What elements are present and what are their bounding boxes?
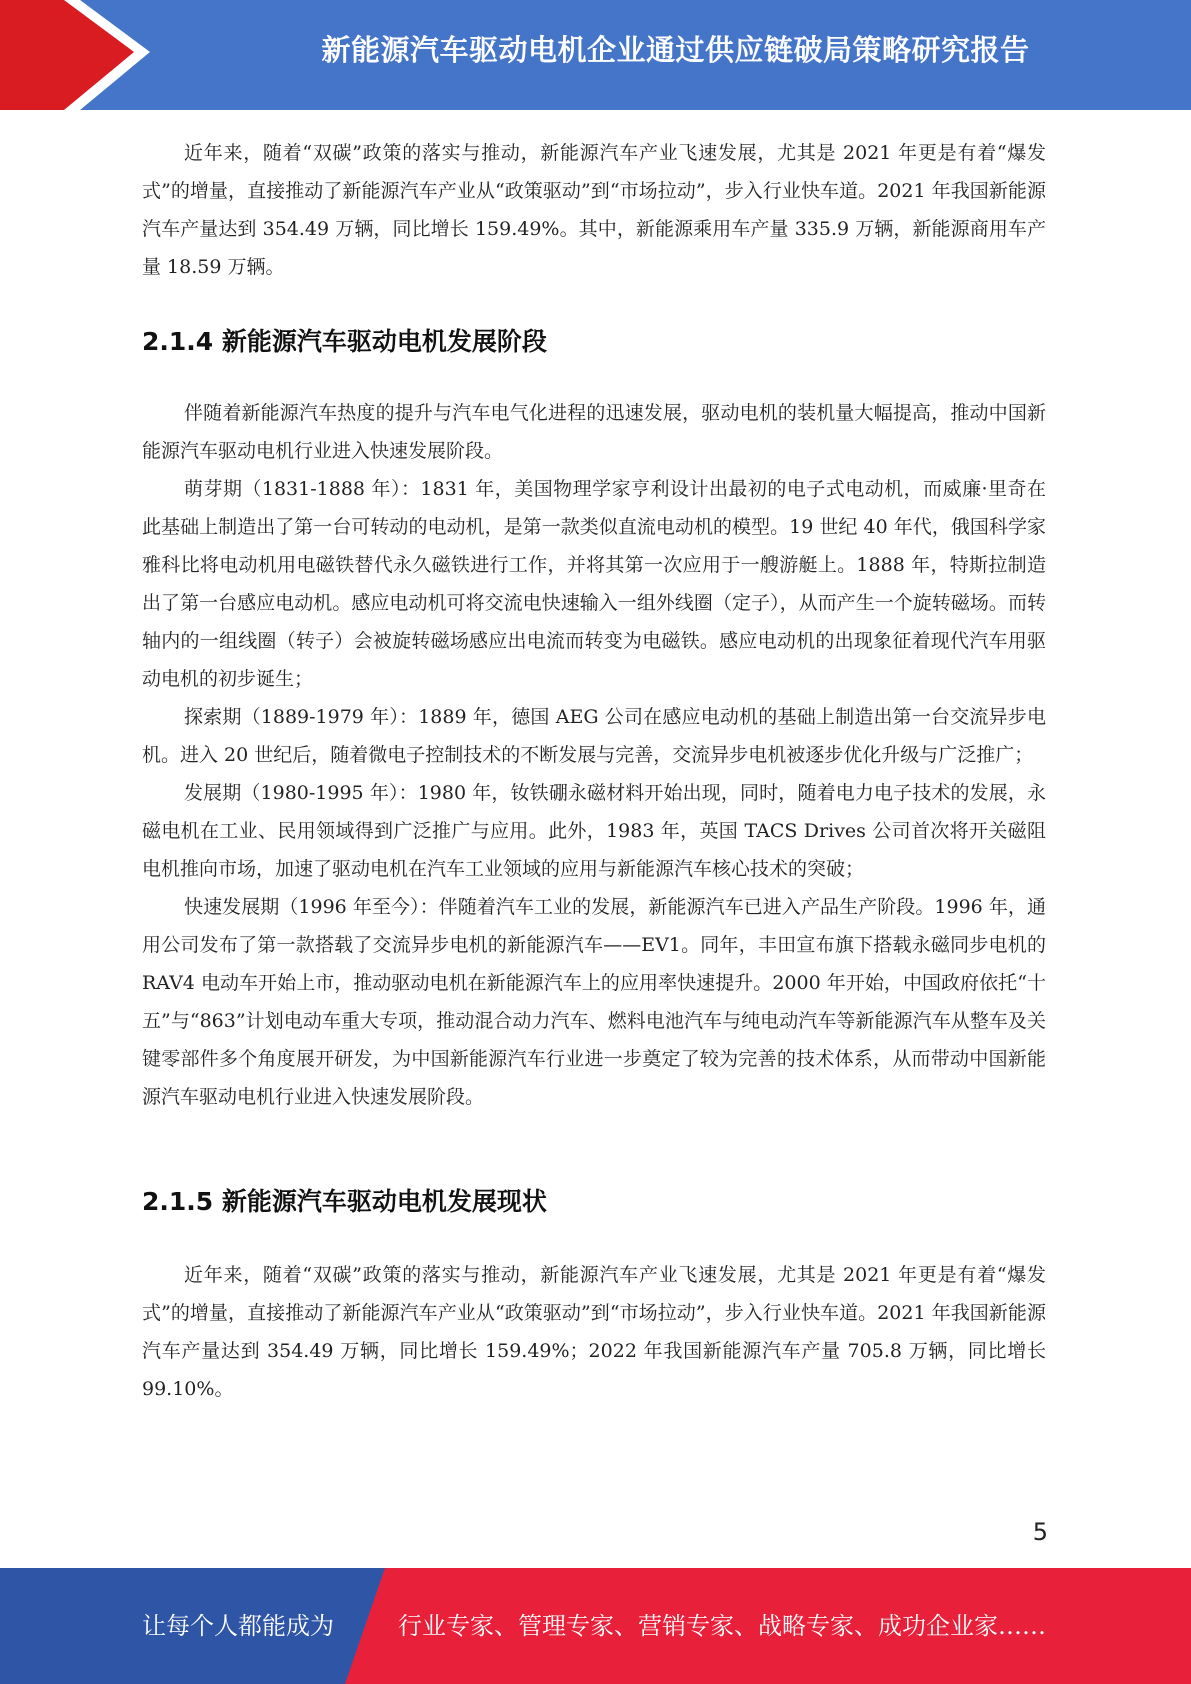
footer-slogan-right: 行业专家、管理专家、营销专家、战略专家、成功企业家…… <box>398 1612 1046 1640</box>
report-title: 新能源汽车驱动电机企业通过供应链破局策略研究报告 <box>321 33 1030 67</box>
page-header <box>0 0 1191 110</box>
page-content <box>142 134 1046 1408</box>
section-heading-2-1-4: 2.1.4 新能源汽车驱动电机发展阶段 <box>142 327 547 356</box>
footer-slogan-left: 让每个人都能成为 <box>142 1612 334 1640</box>
paragraph-sprout-period: 萌芽期（1831-1888 年）：1831 年，美国物理学家亨利设计出最初的电子式电动机，而威廉·里奇在此基础上制造出了第一台可转动的电动机，是第一款类似直流电动机的模型。19 世纪 40 年代，俄国科学家雅科比将电动机用电磁铁替代永久磁铁进行工作，并将其第一次应用于一艘游艇上。1888 年，特斯拉制造出了第一台感应电动机。感应电动机可将交流电快速输入一组外线圈（定子），从而产生一个旋转磁场。而转轴内的一组线圈（转子）会被旋转磁场感应出电流而转变为电磁铁。感应电动机的出现象征着现代汽车用驱动电机的初步诞生； <box>142 478 1046 690</box>
paragraph-exploration-period: 探索期（1889-1979 年）：1889 年，德国 AEG 公司在感应电动机的基础上制造出第一台交流异步电机。进入 20 世纪后，随着微电子控制技术的不断发展与完善，交流异步电机被逐步优化升级与广泛推广； <box>142 706 1046 766</box>
page-number: 5 <box>1032 1518 1048 1546</box>
paragraph: 伴随着新能源汽车热度的提升与汽车电气化进程的迅速发展，驱动电机的装机量大幅提高，推动中国新能源汽车驱动电机行业进入快速发展阶段。 <box>142 402 1046 462</box>
section-heading-2-1-5: 2.1.5 新能源汽车驱动电机发展现状 <box>142 1187 547 1216</box>
paragraph-development-period: 发展期（1980-1995 年）：1980 年，钕铁硼永磁材料开始出现，同时，随着电力电子技术的发展，永磁电机在工业、民用领域得到广泛推广与应用。此外，1983 年，英国 TACS Drives 公司首次将开关磁阻电机推向市场，加速了驱动电机在汽车工业领域的应用与新能源汽车核心技术的突破； <box>142 782 1046 880</box>
paragraph: 近年来，随着“双碳”政策的落实与推动，新能源汽车产业飞速发展，尤其是 2021 年更是有着“爆发式”的增量，直接推动了新能源汽车产业从“政策驱动”到“市场拉动”，步入行业快车道。2021 年我国新能源汽车产量达到 354.49 万辆，同比增长 159.49%；2022 年我国新能源汽车产量 705.8 万辆，同比增长 99.10%。 <box>142 1264 1046 1400</box>
header-arrow-decoration <box>0 0 160 110</box>
paragraph-rapid-development-period: 快速发展期（1996 年至今）：伴随着汽车工业的发展，新能源汽车已进入产品生产阶段。1996 年，通用公司发布了第一款搭载了交流异步电机的新能源汽车——EV1。同年，丰田宣布旗下搭载永磁同步电机的 RAV4 电动车开始上市，推动驱动电机在新能源汽车上的应用率快速提升。2000 年开始，中国政府依托“十五”与“863”计划电动车重大专项，推动混合动力汽车、燃料电池汽车与纯电动汽车等新能源汽车从整车及关键零部件多个角度展开研发，为中国新能源汽车行业进一步奠定了较为完善的技术体系，从而带动中国新能源汽车驱动电机行业进入快速发展阶段。 <box>142 896 1046 1108</box>
intro-paragraph: 近年来，随着“双碳”政策的落实与推动，新能源汽车产业飞速发展，尤其是 2021 年更是有着“爆发式”的增量，直接推动了新能源汽车产业从“政策驱动”到“市场拉动”，步入行业快车道。2021 年我国新能源汽车产量达到 354.49 万辆，同比增长 159.49%。其中，新能源乘用车产量 335.9 万辆，新能源商用车产量 18.59 万辆。 <box>142 142 1046 278</box>
page-footer <box>0 1568 1191 1684</box>
